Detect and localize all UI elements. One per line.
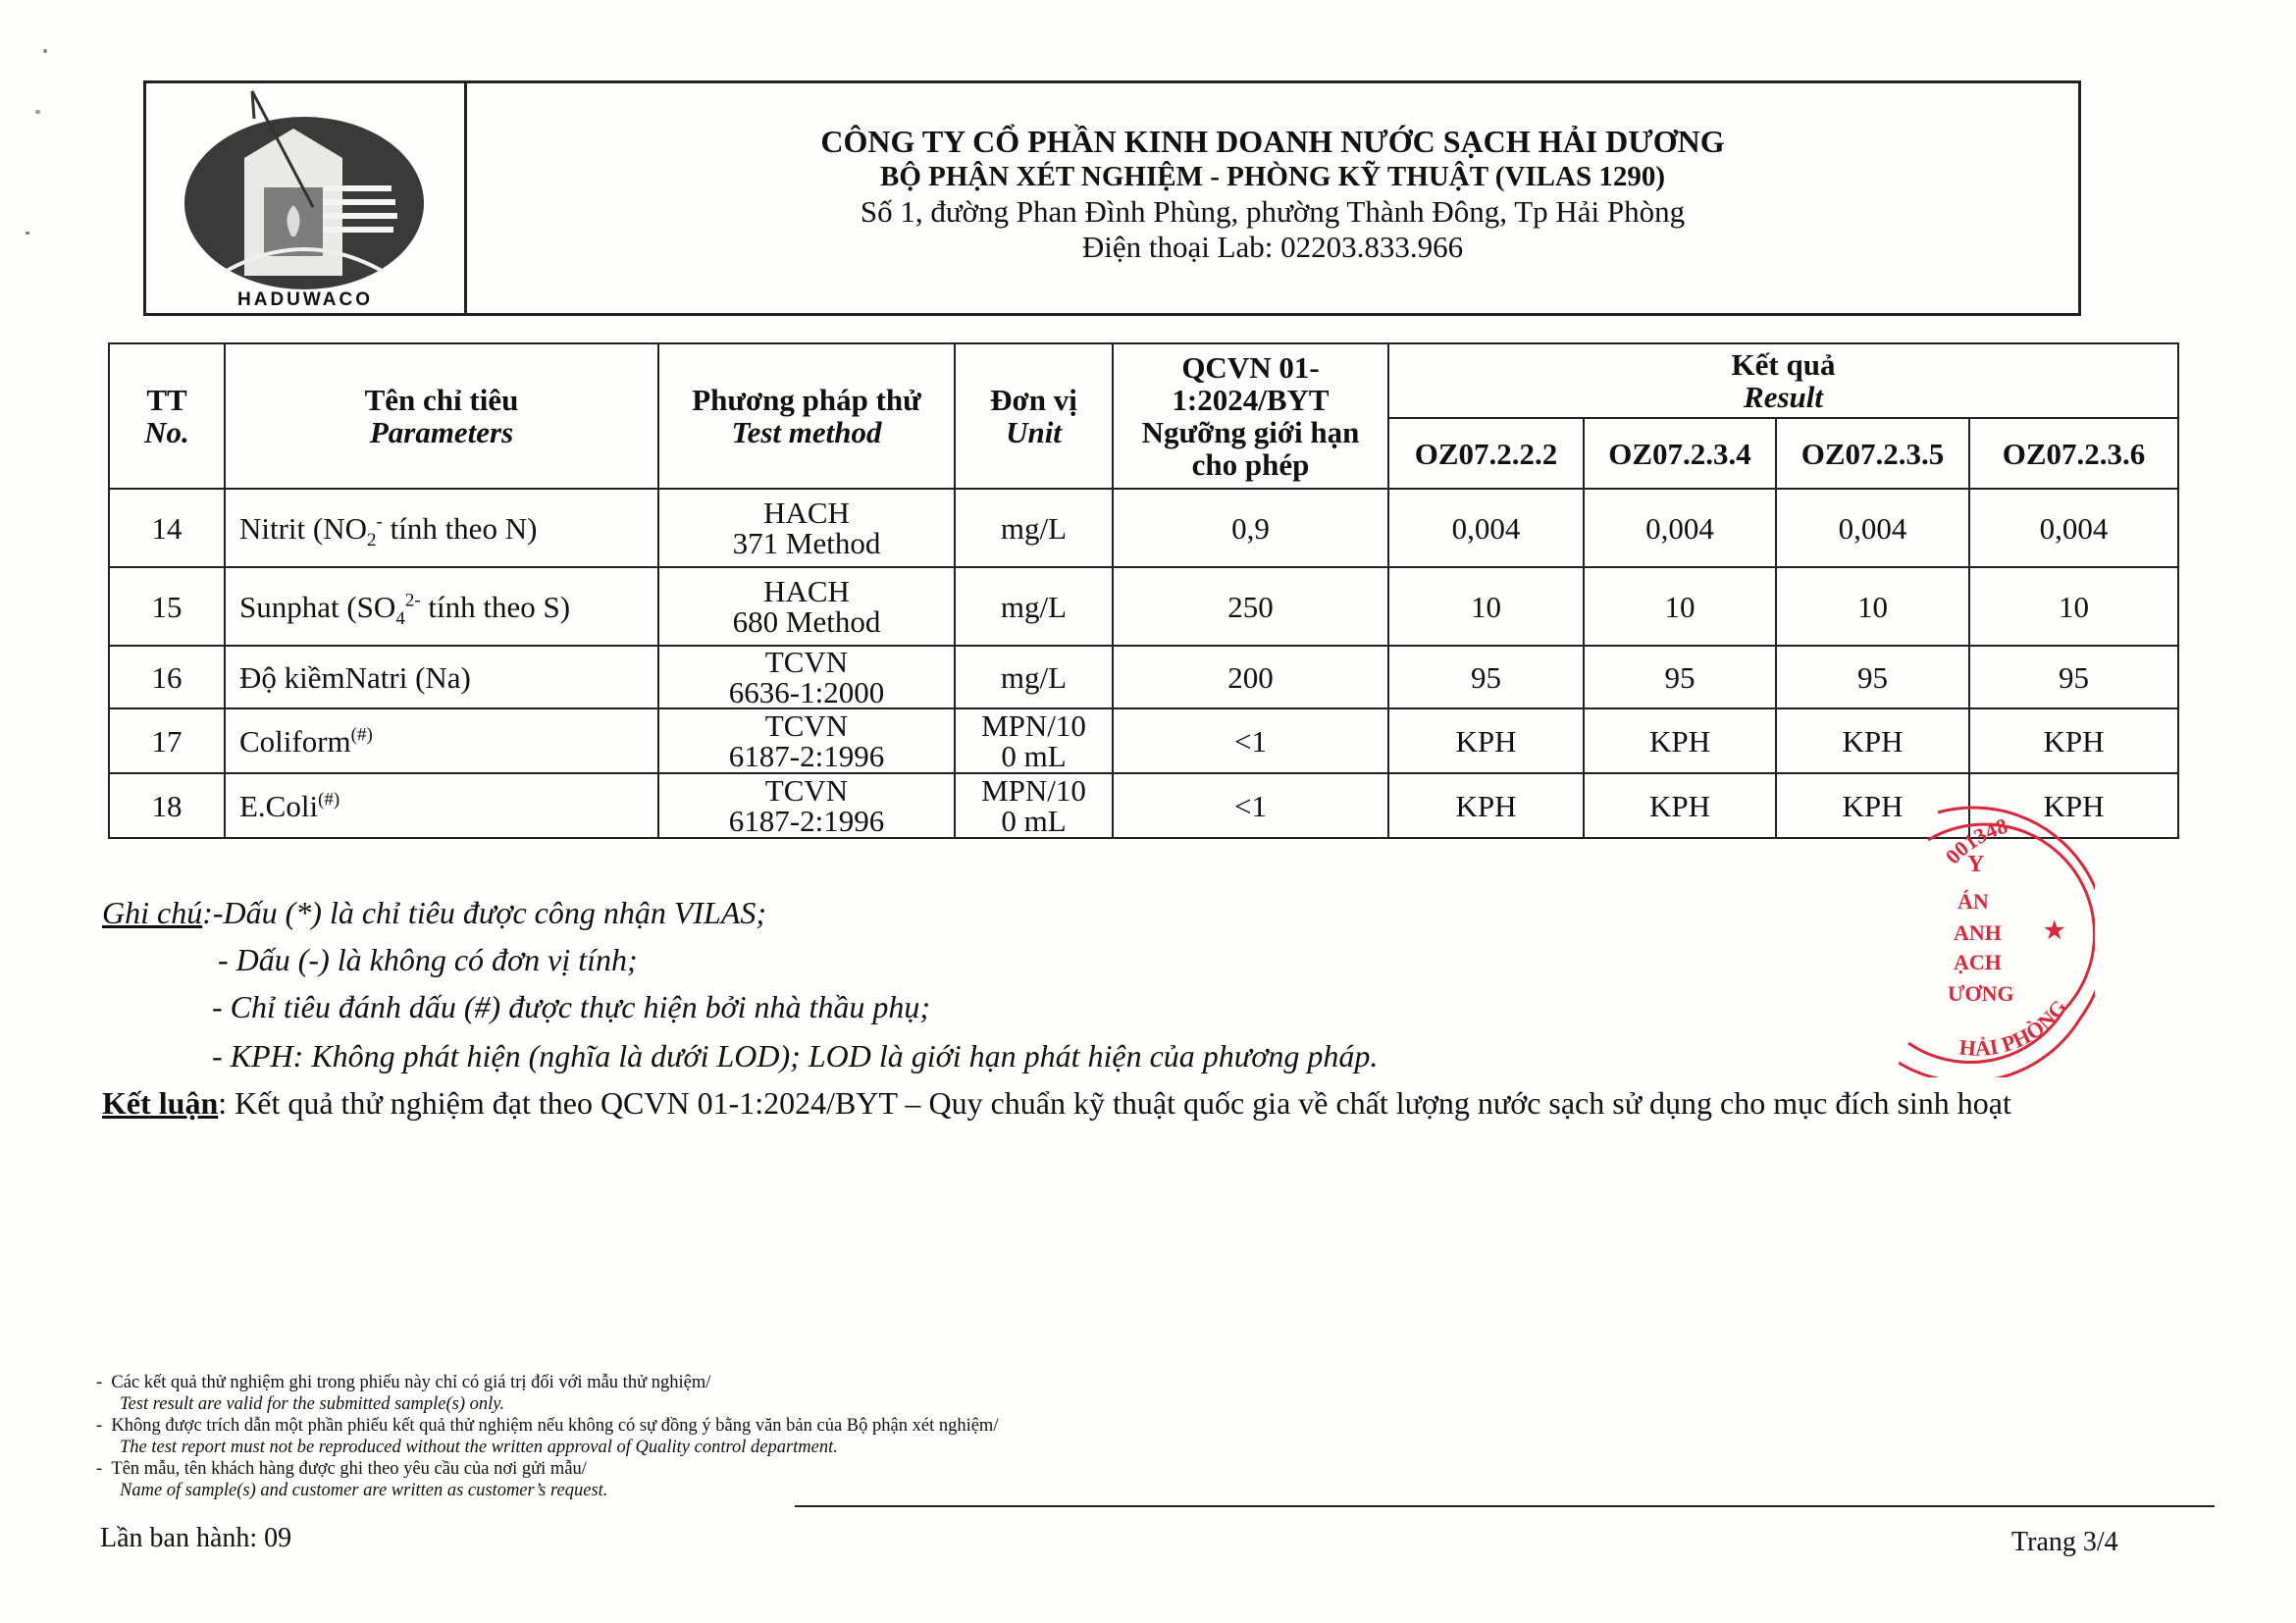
company-info — [467, 83, 2078, 313]
cell-limit: 200 — [1113, 646, 1388, 708]
header-sample-3: OZ07.2.3.5 — [1776, 418, 1969, 489]
header-sample-2: OZ07.2.3.4 — [1584, 418, 1776, 489]
department-name: BỘ PHẬN XÉT NGHIỆM - PHÒNG KỸ THUẬT (VILAS 1290) — [880, 161, 1665, 192]
cell-parameter: Coliform(#) — [225, 708, 658, 773]
footnote-2-vi: - Không được trích dẫn một phần phiếu kết quả thử nghiệm nếu không có sự đồng ý bằng văn bản của Bộ phận xét nghiệm/ — [96, 1416, 999, 1436]
cell-no: 17 — [109, 708, 225, 773]
header-result: Kết quả Result — [1388, 343, 2178, 418]
note-line-3: - Chỉ tiêu đánh dấu (#) được thực hiện bởi nhà thầu phụ; — [212, 989, 931, 1024]
cell-result: 10 — [1776, 567, 1969, 646]
note-line-2: - Dấu (-) là không có đơn vị tính; — [218, 942, 638, 977]
cell-result: 10 — [1584, 567, 1776, 646]
footnote-2-en: The test report must not be reproduced without the written approval of Quality control department. — [120, 1438, 838, 1457]
cell-result: KPH — [1776, 708, 1969, 773]
header-sample-4: OZ07.2.3.6 — [1969, 418, 2178, 489]
cell-parameter: Độ kiềmNatri (Na) — [225, 646, 658, 708]
stamp-line-4: ẠCH — [1954, 950, 2002, 974]
footnote-3-en: Name of sample(s) and customer are written as customer’s request. — [120, 1481, 608, 1500]
page-number: Trang 3/4 — [2011, 1527, 2118, 1557]
logo-wordmark: HADUWACO — [237, 289, 373, 310]
cell-result: 0,004 — [1969, 489, 2178, 567]
cell-result: 0,004 — [1776, 489, 1969, 567]
cell-result: 10 — [1388, 567, 1584, 646]
cell-unit: mg/L — [955, 489, 1113, 567]
notes-label: Ghi chú — [102, 895, 203, 930]
header-no: TT No. — [109, 343, 225, 489]
logo-cell — [146, 83, 467, 313]
cell-result: 95 — [1776, 646, 1969, 708]
table-row — [109, 773, 2178, 838]
letterhead — [143, 80, 2081, 316]
cell-result: KPH — [1969, 773, 2178, 838]
conclusion-text: : Kết quả thử nghiệm đạt theo QCVN 01-1:2024/BYT – Quy chuẩn kỹ thuật quốc gia về chất lượng nước sạch sử dụng cho mục đích sinh hoạt — [218, 1085, 2011, 1121]
stamp-line-1: Y — [1967, 852, 1985, 877]
cell-test-method: TCVN 6636-1:2000 — [658, 646, 955, 708]
cell-result: 0,004 — [1388, 489, 1584, 567]
note-text-1: :-Dấu (*) là chỉ tiêu được công nhận VILAS; — [202, 895, 767, 930]
table-row — [109, 489, 2178, 567]
stamp-line-3: ANH — [1954, 920, 2002, 945]
cell-test-method: TCVN 6187-2:1996 — [658, 773, 955, 838]
cell-parameter: E.Coli(#) — [225, 773, 658, 838]
cell-limit: 250 — [1113, 567, 1388, 646]
header-unit: Đơn vị Unit — [955, 343, 1113, 489]
cell-parameter: Sunphat ($SO_4^{2-}$ tính theo S) — [225, 567, 658, 646]
cell-result: 0,004 — [1584, 489, 1776, 567]
cell-result: KPH — [1776, 773, 1969, 838]
header-limit: QCVN 01- 1:2024/BYT Ngưỡng giới hạn cho phép — [1113, 343, 1388, 489]
cell-result: KPH — [1584, 708, 1776, 773]
cell-test-method: TCVN 6187-2:1996 — [658, 708, 955, 773]
table-header-row — [109, 343, 2178, 418]
conclusion-label: Kết luận — [102, 1085, 219, 1121]
footer-disclaimer — [96, 1372, 998, 1501]
stamp-star-icon: ★ — [2044, 918, 2065, 944]
company-name: CÔNG TY CỔ PHẦN KINH DOANH NƯỚC SẠCH HẢI DƯƠNG — [820, 124, 1725, 159]
cell-no: 14 — [109, 489, 225, 567]
company-address: Số 1, đường Phan Đình Phùng, phường Thành Đông, Tp Hải Phòng — [860, 194, 1686, 229]
cell-parameter: Nitrit ($NO_2^-$ tính theo N) — [225, 489, 658, 567]
results-table — [108, 342, 2179, 839]
cell-no: 18 — [109, 773, 225, 838]
cell-unit: mg/L — [955, 646, 1113, 708]
table-row — [109, 708, 2178, 773]
cell-unit: mg/L — [955, 567, 1113, 646]
cell-result: 10 — [1969, 567, 2178, 646]
footnote-3-vi: - Tên mẫu, tên khách hàng được ghi theo yêu cầu của nơi gửi mẫu/ — [96, 1459, 587, 1479]
header-test-method: Phương pháp thử Test method — [658, 343, 955, 489]
footer-divider — [795, 1505, 2215, 1507]
cell-limit: <1 — [1113, 708, 1388, 773]
stamp-line-5: ƯƠNG — [1948, 981, 2014, 1006]
conclusion — [102, 1085, 2011, 1122]
cell-result: KPH — [1584, 773, 1776, 838]
table-row — [109, 567, 2178, 646]
cell-result: KPH — [1969, 708, 2178, 773]
stamp-line-2: ÁN — [1957, 889, 1989, 914]
cell-result: KPH — [1388, 773, 1584, 838]
header-parameters: Tên chỉ tiêu Parameters — [225, 343, 658, 489]
scan-speck — [26, 232, 29, 235]
cell-result: 95 — [1584, 646, 1776, 708]
stamp-city: HẢI PHÒNG — [1957, 994, 2072, 1061]
note-line-1 — [102, 895, 766, 931]
cell-unit: MPN/10 0 mL — [955, 773, 1113, 838]
cell-result: KPH — [1388, 708, 1584, 773]
cell-result: 95 — [1969, 646, 2178, 708]
cell-test-method: HACH 680 Method — [658, 567, 955, 646]
haduwaco-logo-icon — [176, 89, 433, 291]
cell-limit: <1 — [1113, 773, 1388, 838]
company-seal-stamp — [1899, 793, 2095, 1077]
cell-no: 15 — [109, 567, 225, 646]
footnote-1-vi: - Các kết quả thử nghiệm ghi trong phiếu này chỉ có giá trị đối với mẫu thử nghiệm/ — [96, 1373, 711, 1392]
footnote-1-en: Test result are valid for the submitted sample(s) only. — [120, 1394, 505, 1414]
cell-result: 95 — [1388, 646, 1584, 708]
table-body — [109, 489, 2178, 838]
edition-number: Lần ban hành: 09 — [100, 1523, 292, 1553]
scan-speck — [35, 110, 40, 114]
company-phone: Điện thoại Lab: 02203.833.966 — [1081, 230, 1464, 264]
header-sample-1: OZ07.2.2.2 — [1388, 418, 1584, 489]
stamp-number: 001348 — [1940, 812, 2010, 869]
cell-no: 16 — [109, 646, 225, 708]
cell-test-method: HACH 371 Method — [658, 489, 955, 567]
cell-limit: 0,9 — [1113, 489, 1388, 567]
cell-unit: MPN/10 0 mL — [955, 708, 1113, 773]
note-line-4: - KPH: Không phát hiện (nghĩa là dưới LOD); LOD là giới hạn phát hiện của phương pháp. — [212, 1038, 1379, 1073]
scan-speck — [43, 49, 47, 53]
table-row — [109, 646, 2178, 708]
